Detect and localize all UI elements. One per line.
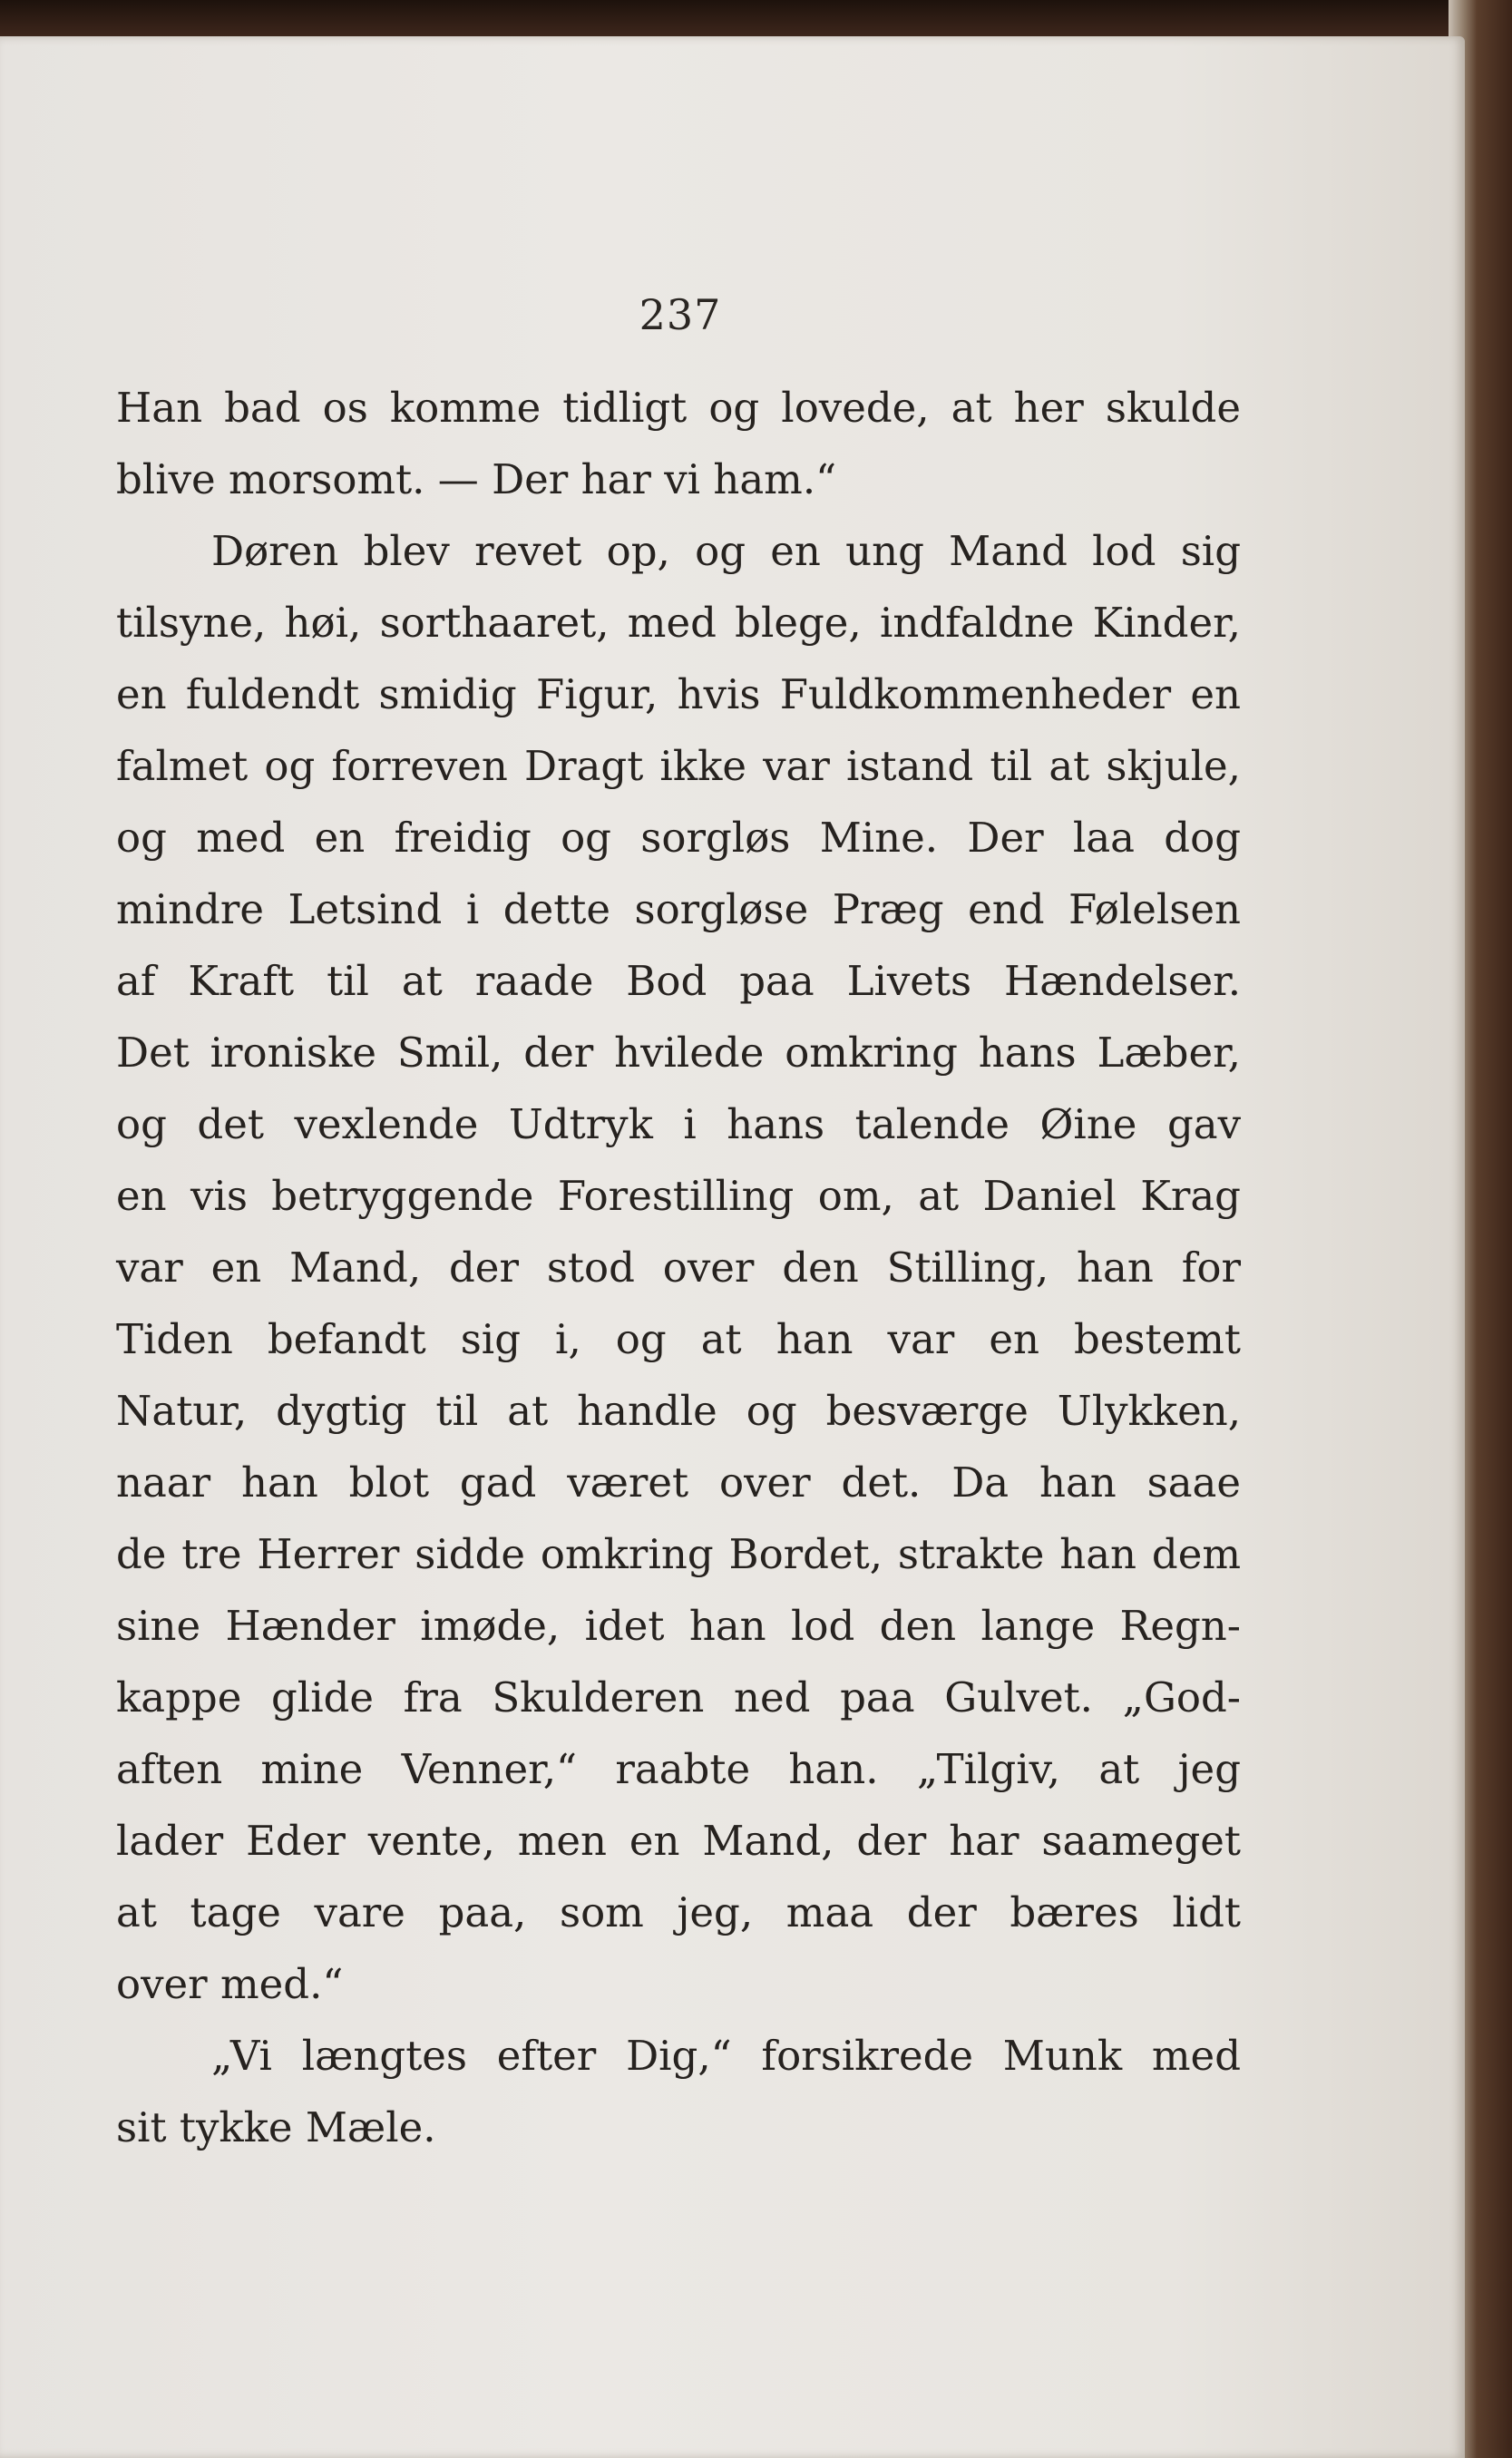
text-line: sit tykke Mæle. bbox=[116, 2103, 436, 2151]
text-line: tilsyne, høi, sorthaaret, med blege, indfaldne Kinder, bbox=[116, 599, 1241, 647]
text-line: Det ironiske Smil, der hvilede omkring hans Læber, bbox=[116, 1029, 1241, 1077]
text-line: af Kraft til at raade Bod paa Livets Hændelser. bbox=[116, 957, 1241, 1005]
text-line: mindre Letsind i dette sorgløse Præg end Følelsen bbox=[116, 885, 1241, 933]
text-line: at tage vare paa, som jeg, maa der bæres lidt bbox=[116, 1888, 1241, 1936]
text-line: aften mine Venner,“ raabte han. „Tilgiv, at jeg bbox=[116, 1745, 1241, 1793]
text-line: en vis betryggende Forestilling om, at Daniel Krag bbox=[116, 1172, 1241, 1220]
page-text bbox=[116, 372, 1241, 2163]
text-line: og det vexlende Udtryk i hans talende Øine gav bbox=[116, 1100, 1241, 1148]
text-line: og med en freidig og sorgløs Mine. Der laa dog bbox=[116, 814, 1241, 862]
text-line: Tiden befandt sig i, og at han var en bestemt bbox=[116, 1315, 1241, 1363]
text-line: Han bad os komme tidligt og lovede, at her skulde bbox=[116, 384, 1241, 432]
text-line: Natur, dygtig til at handle og besværge Ulykken, bbox=[116, 1387, 1241, 1435]
text-line: en fuldendt smidig Figur, hvis Fuldkommenheder en bbox=[116, 670, 1241, 718]
text-line: Døren blev revet op, og en ung Mand lod sig bbox=[211, 527, 1241, 575]
text-line: „Vi længtes efter Dig,“ forsikrede Munk med bbox=[211, 2032, 1241, 2080]
text-line: de tre Herrer sidde omkring Bordet, strakte han dem bbox=[116, 1530, 1241, 1578]
book-page bbox=[0, 36, 1465, 2458]
text-line: falmet og forreven Dragt ikke var istand til at skjule, bbox=[116, 742, 1241, 790]
text-line: lader Eder vente, men en Mand, der har saameget bbox=[116, 1817, 1241, 1865]
text-line: var en Mand, der stod over den Stilling, han for bbox=[116, 1244, 1241, 1292]
page-number: 237 bbox=[639, 290, 722, 339]
text-line: kappe glide fra Skulderen ned paa Gulvet. „God- bbox=[116, 1673, 1241, 1722]
text-line: sine Hænder imøde, idet han lod den lange Regn- bbox=[116, 1602, 1241, 1650]
text-line: over med.“ bbox=[116, 1960, 344, 2008]
text-line: naar han blot gad været over det. Da han saae bbox=[116, 1458, 1241, 1507]
text-line: blive morsomt. — Der har vi ham.“ bbox=[116, 455, 837, 503]
